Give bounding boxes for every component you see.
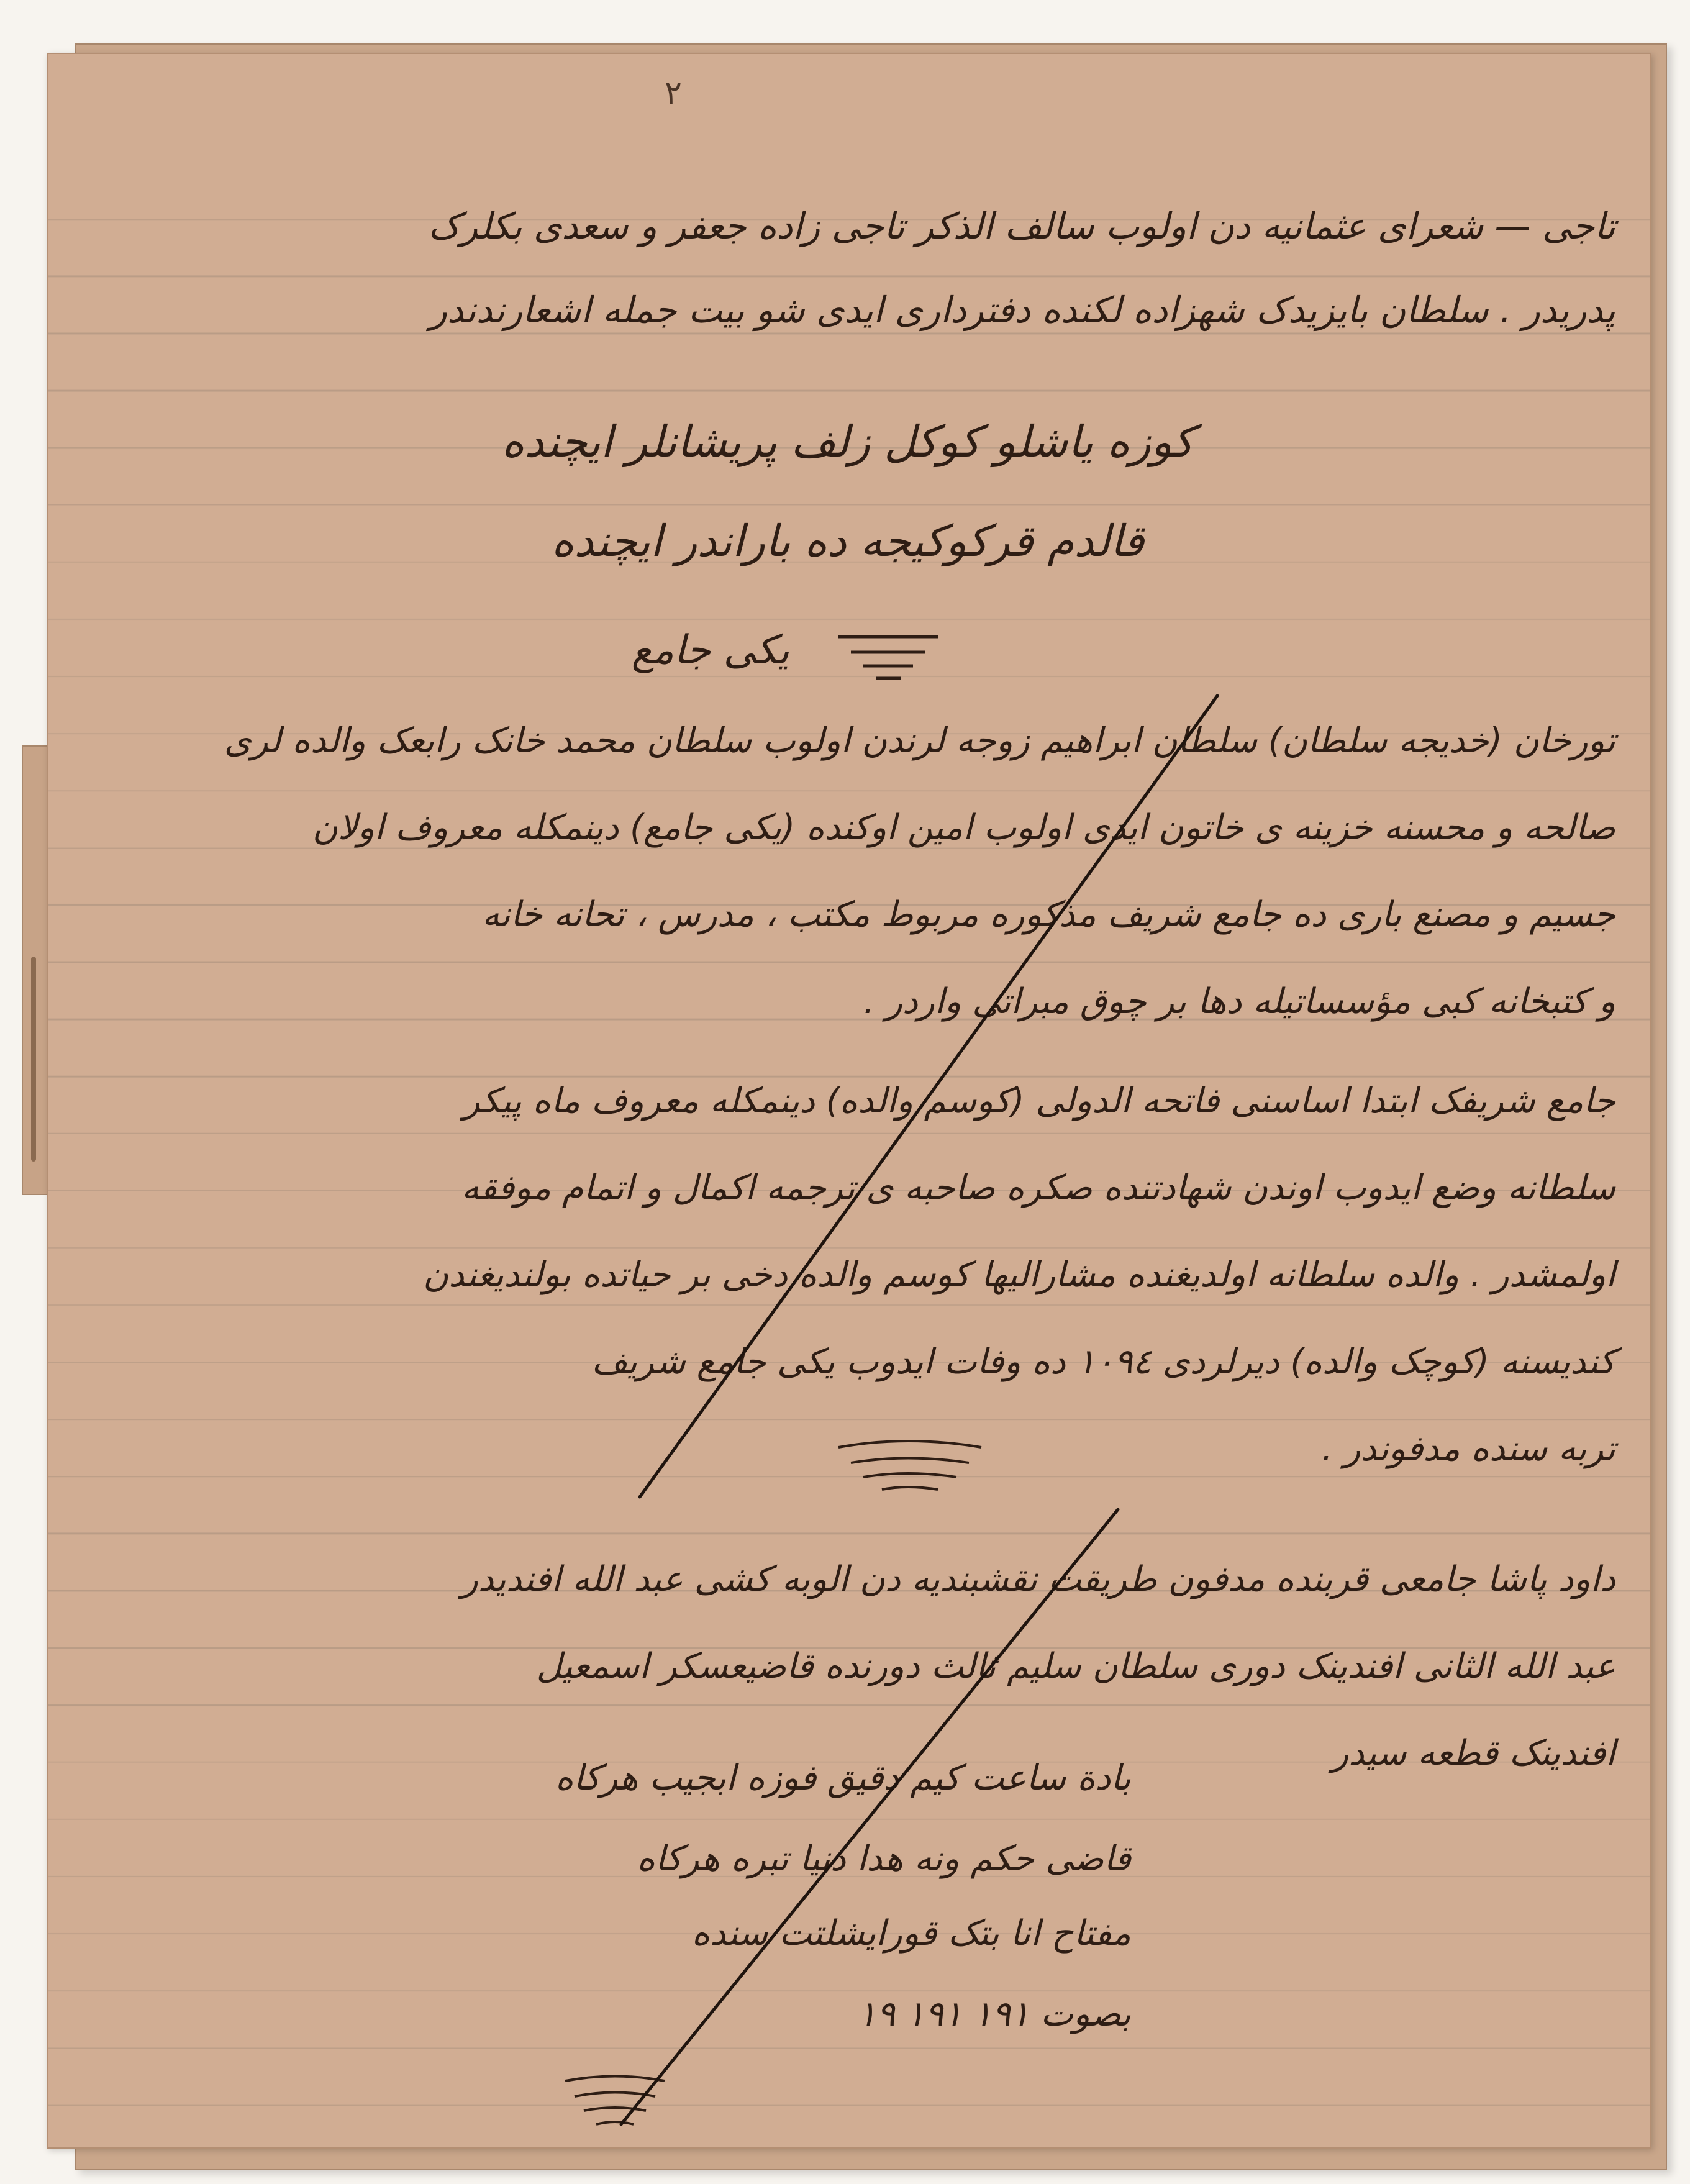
page-number: ٢ <box>665 75 682 112</box>
entry1-verse-2: قالدم قرکوکیجه ده باراندر ایچنده <box>551 516 1145 566</box>
entry2-line-3: جسیم و مصنع باری ده جامع شریف مذکوره مربوط مکتب ، مدرس ، تحانه خانه <box>482 894 1615 935</box>
entry2-line-4: و کتبخانه کبی مؤسساتیله دها بر چوق مبراتی واردر . <box>863 981 1615 1022</box>
entry3-line-3: افندینک قطعه سیدر <box>1332 1733 1615 1773</box>
entry1-line-1: تاجی — شعرای عثمانیه دن اولوب سالف الذکر تاجی زاده جعفر و سعدی بکلرک <box>428 205 1615 247</box>
entry2-line-7: اولمشدر . والده سلطانه اولدیغنده مشارالیها کوسم والده دخی بر حیاتده بولندیغندن <box>423 1255 1615 1295</box>
entry2-line-9: تربه سنده مدفوندر . <box>1322 1429 1615 1469</box>
entry1-line-2: پدریدر . سلطان بایزیدک شهزاده لکنده دفترداری ایدی شو بیت جمله اشعارندندر <box>429 289 1615 331</box>
entry2-line-5: جامع شریفک ابتدا اساسنی فاتحه الدولی (کوسم والده) دینمکله معروف ماه پیکر <box>463 1081 1615 1121</box>
entry3-verse-3: مفتاح انا بتک قورایشلتت سنده <box>691 1913 1131 1954</box>
entry3-line-2: عبد الله الثانی افندینک دوری سلطان سلیم ثالث دورنده قاضیعسکر اسمعیل <box>536 1646 1615 1686</box>
entry2-line-6: سلطانه وضع ایدوب اوندن شهادتنده صکره صاحبه ی ترجمه اکمال و اتمام موفقه <box>461 1168 1615 1208</box>
entry3-line-1: داود پاشا جامعی قربنده مدفون طریقت نقشبندیه دن الوبه کشی عبد الله افندیدر <box>461 1559 1615 1599</box>
entry2-line-2: صالحه و محسنه خزینه ی خاتون ایدی اولوب امین اوکنده (یکی جامع) دینمکله معروف اولان <box>312 808 1615 848</box>
entry3-verse-1: بادة ساعت کیم دقیق فوزه ابجیب هرکاه <box>555 1758 1131 1798</box>
entry1-verse-1: کوزه یاشلو کوکل زلف پریشانلر ایچنده <box>501 416 1194 467</box>
entry2-heading: یکی جامع <box>631 627 789 673</box>
entry3-verse-2: قاضی حکم ونه هدا دنیا تبره هرکاه <box>637 1839 1131 1879</box>
entry2-line-8: کندیسنه (کوچک والده) دیرلردی ١٠٩٤ ده وفات ایدوب یکی جامع شریف <box>591 1342 1615 1382</box>
entry2-line-1: تورخان (خدیجه سلطان) سلطان ابراهیم زوجه لرندن اولوب سلطان محمد خانک رابعک والده لری <box>224 721 1615 761</box>
entry3-verse-4: بصوت ١٩١ ١٩١ ١٩ <box>858 1994 1131 2034</box>
